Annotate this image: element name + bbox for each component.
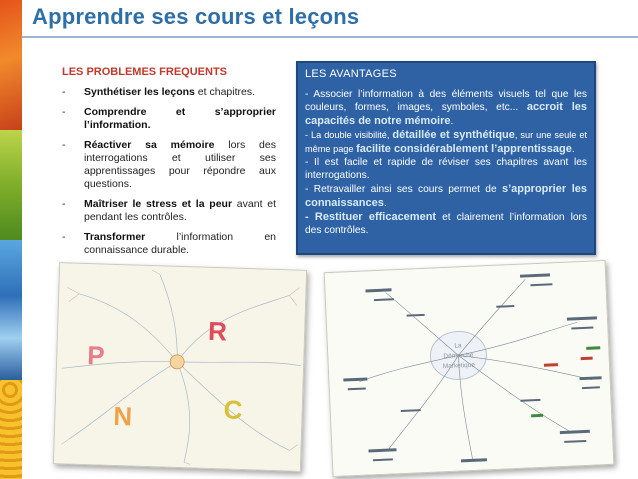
mindmap-letter: N <box>112 400 133 432</box>
item-bold-text: Transformer <box>84 231 146 243</box>
list-item: - Comprendre et s’approprier l’information. <box>62 106 276 131</box>
mindmap-center-text: Marketique <box>442 361 476 371</box>
mindmap-drawing-left <box>54 263 306 471</box>
item-bold-text: Maîtriser le stress et la peur <box>84 198 233 210</box>
mindmap-letter: R <box>207 315 228 347</box>
advantage-paragraph: - Associer l’information à des éléments visuels tel que les couleurs, formes, images, symboles, etc... accroit les capacités de notre mémoire. <box>305 88 587 127</box>
mindmap-photo-left <box>53 262 307 472</box>
problems-list <box>62 86 276 257</box>
page-title: Apprendre ses cours et leçons <box>32 4 360 29</box>
item-text: lors des interrogations et utiliser ses apprentissages pour répondre aux questions. <box>84 139 276 190</box>
mindmap-center-text: Démarche <box>443 351 474 361</box>
list-item: - Maîtriser le stress et la peur avant et pendant les contrôles. <box>62 198 277 223</box>
problems-section <box>62 66 276 264</box>
mindmap-drawing-right <box>325 261 614 476</box>
title-divider <box>22 36 638 38</box>
advantage-paragraph: - Restituer efficacement et clairement l’information lors des contrôles. <box>305 211 587 236</box>
advantage-paragraph: - Il est facile et rapide de réviser ses chapitres avant les interrogations. <box>305 157 587 181</box>
list-item: - Synthétiser les leçons et chapitres. <box>62 86 256 98</box>
water-image <box>0 240 22 380</box>
problems-heading: LES PROBLEMES FREQUENTS <box>62 66 228 78</box>
item-bold-text: Comprendre et s’approprier l’information. <box>84 106 276 131</box>
mindmap-photo-right <box>324 260 615 477</box>
leaf-image <box>0 0 22 130</box>
mindmap-letter: C <box>223 394 243 425</box>
item-bold-text: Réactiver sa mémoire <box>84 139 215 151</box>
mindmap-center-text: La <box>454 342 462 350</box>
green-image <box>0 130 22 240</box>
item-text: et chapitres. <box>194 86 256 98</box>
mindmap-letter: P <box>86 340 106 371</box>
honeycomb-image <box>0 380 22 479</box>
advantages-box <box>296 61 596 255</box>
advantage-paragraph: - La double visibilité, détaillée et synthétique, sur une seule et même page facilite considérablement l’apprentissage. <box>305 129 587 155</box>
item-bold-text: Synthétiser les leçons <box>84 86 195 98</box>
item-text: l’information en connaissance durable. <box>84 231 276 256</box>
advantages-heading: LES AVANTAGES <box>305 68 397 80</box>
item-text: avant et pendant les contrôles. <box>84 198 277 223</box>
list-item: - Réactiver sa mémoire lors des interrogations et utiliser ses apprentissages pour répondre aux questions. <box>62 139 276 190</box>
decorative-side-strip <box>0 0 22 479</box>
advantage-paragraph: - Retravailler ainsi ses cours permet de s’approprier les connaissances. <box>305 183 587 209</box>
list-item: - Transformer l’information en connaissance durable. <box>62 231 276 256</box>
